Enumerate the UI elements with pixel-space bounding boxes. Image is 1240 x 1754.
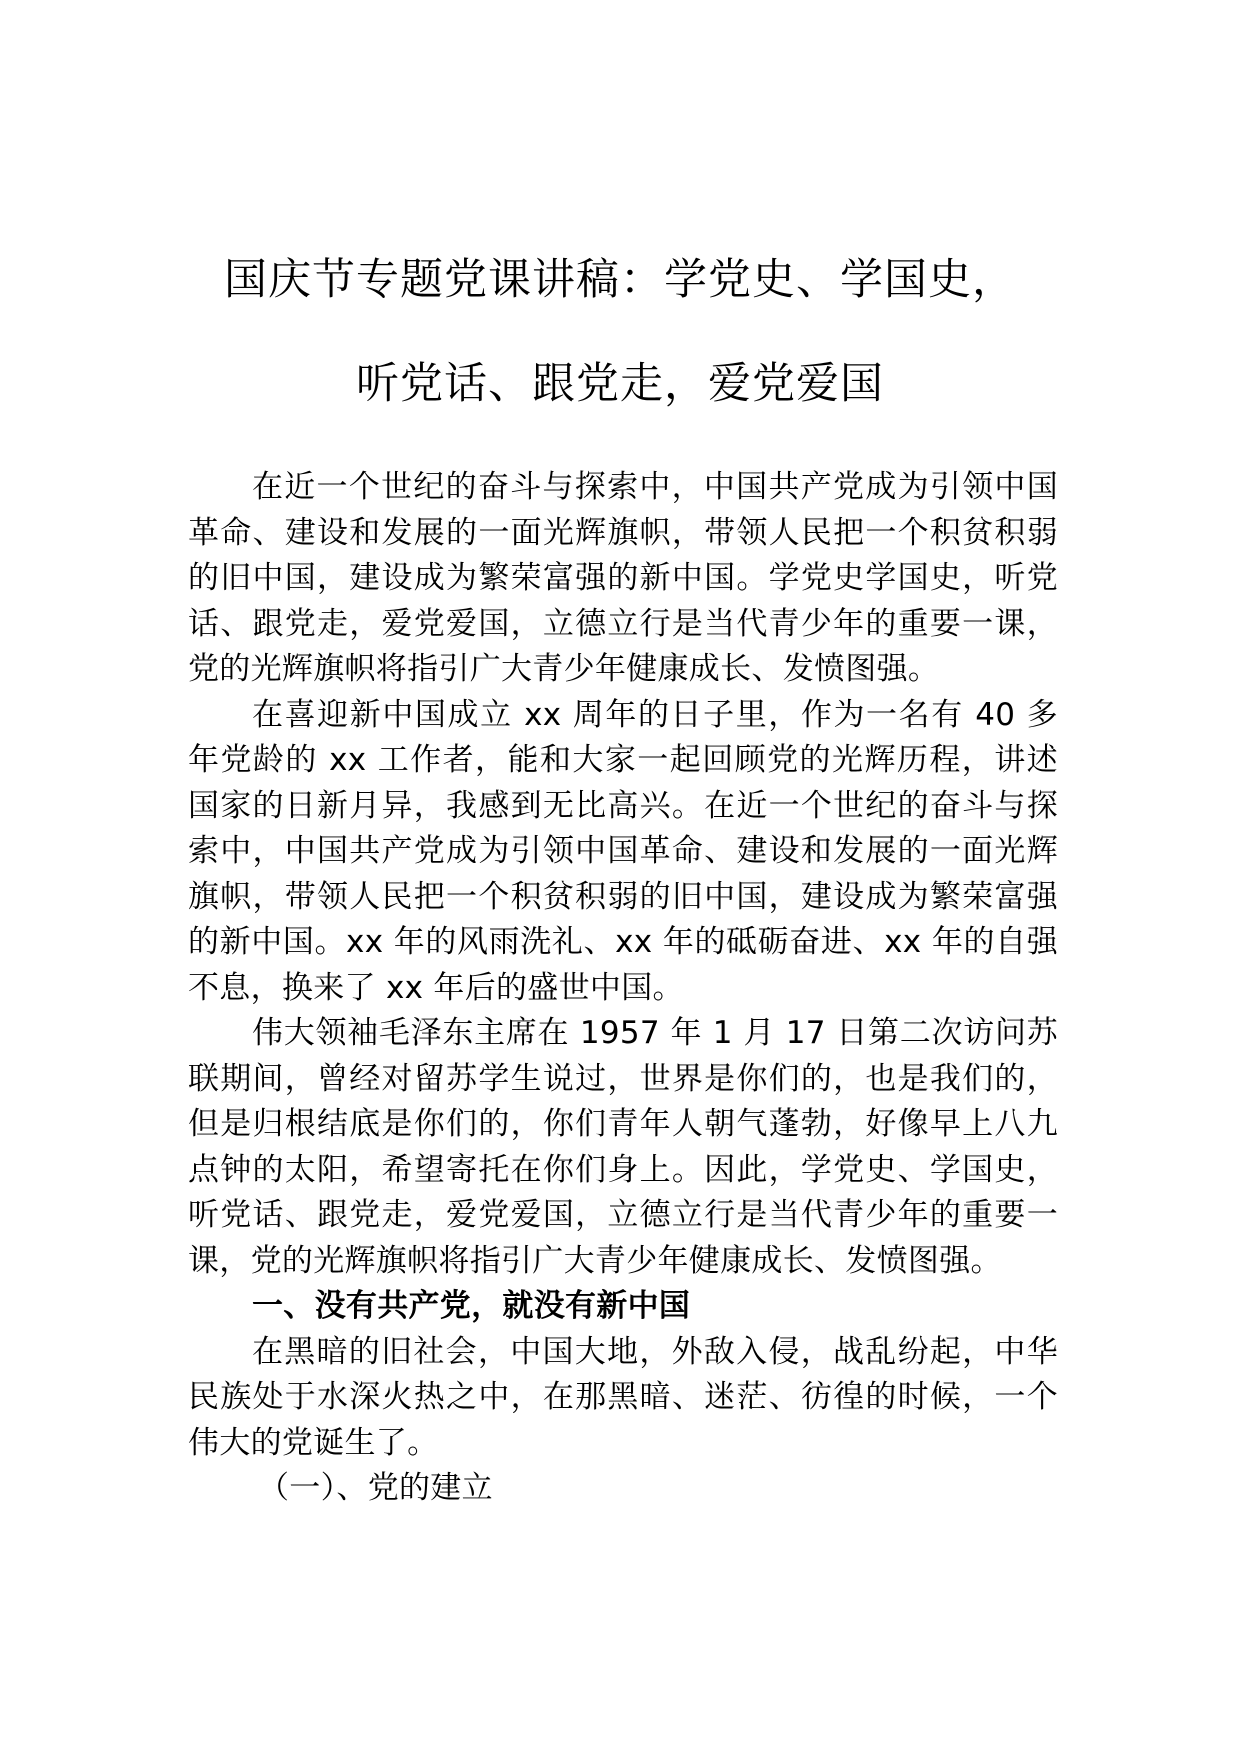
title-line-1: 国庆节专题党课讲稿：学党史、学国史， [224,255,1016,305]
sub-heading: （一）、党的建立 [258,1470,493,1506]
section-heading [188,1284,1058,1330]
section-heading-text: 一、没有共产党，就没有新中国 [252,1288,691,1324]
paragraph-mao-quote: 伟大领袖毛泽东主席在 1957 年 1 月 17 日第二次访问苏联期间，曾经对留苏学生说过，世界是你们的，也是我们的，但是归根结底是你们的，你们青年人朝气蓬勃，好像早上八九点钟的太阳，希望寄托在你们身上。因此，学党史、学国史，听党话、跟党走，爱党爱国，立德立行是当代青少年的重要一课，党的光辉旗帜将指引广大青少年健康成长、发愤图强。 [188,1015,1058,1279]
paragraph-anniversary: 在喜迎新中国成立 xx 周年的日子里，作为一名有 40 多年党龄的 xx 工作者，能和大家一起回顾党的光辉历程，讲述国家的日新月异，我感到无比高兴。在近一个世纪的奋斗与探索中，中国共产党成为引领中国革命、建设和发展的一面光辉旗帜，带领人民把一个积贫积弱的旧中国，建设成为繁荣富强的新中国。xx 年的风雨洗礼、xx 年的砥砺奋进、xx 年的自强不息，换来了 xx 年后的盛世中国。 [188,696,1058,1006]
paragraph-section-one: 在黑暗的旧社会，中国大地，外敌入侵，战乱纷起，中华民族处于水深火热之中，在那黑暗、迷茫、彷徨的时候，一个伟大的党诞生了。 [188,1333,1058,1461]
document-body [188,465,1058,1512]
document-title [120,228,1120,436]
title-line-2: 听党话、跟党走，爱党爱国 [356,359,884,409]
paragraph-intro: 在近一个世纪的奋斗与探索中，中国共产党成为引领中国革命、建设和发展的一面光辉旗帜，带领人民把一个积贫积弱的旧中国，建设成为繁荣富强的新中国。学党史学国史，听党话、跟党走，爱党爱国，立德立行是当代青少年的重要一课，党的光辉旗帜将指引广大青少年健康成长、发愤图强。 [188,469,1058,687]
